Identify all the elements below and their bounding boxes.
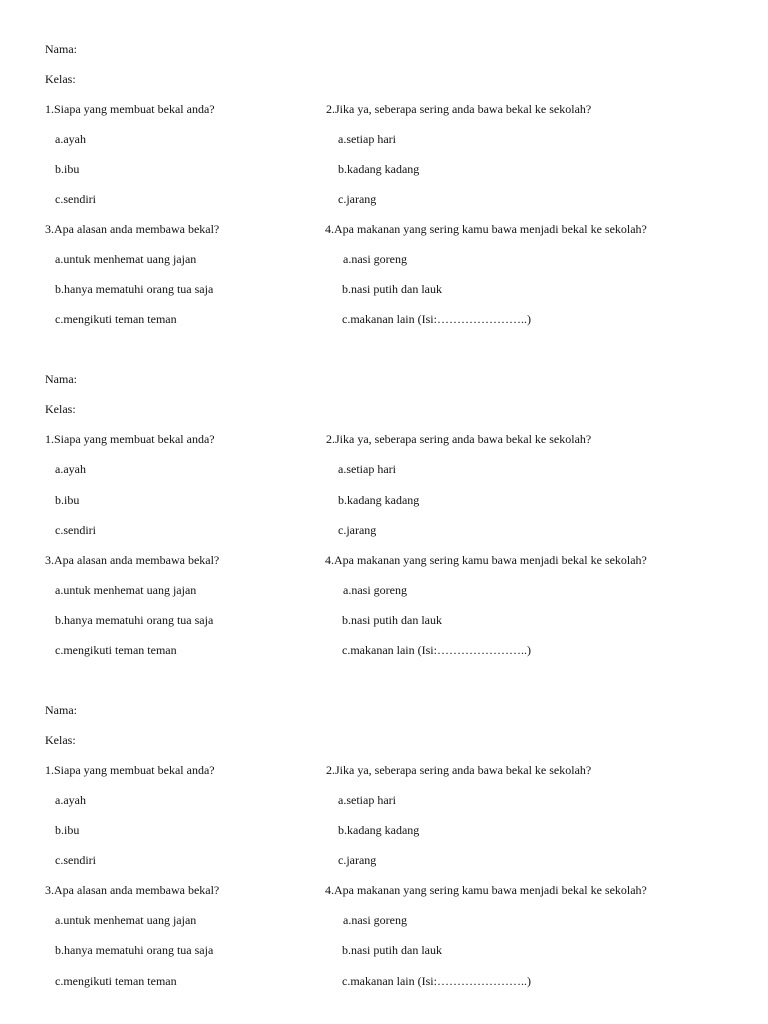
question-4-option-a: a.nasi goreng [343,583,407,597]
question-3-option-a: a.untuk menhemat uang jajan [55,913,197,927]
question-4: 4.Apa makanan yang sering kamu bawa menjadi bekal ke sekolah? [325,883,647,897]
question-4-option-c: c.makanan lain (Isi:…………………..) [342,974,531,988]
question-3-option-b: b.hanya mematuhi orang tua saja [55,282,214,296]
question-4-option-b: b.nasi putih dan lauk [342,943,442,957]
question-3-option-c: c.mengikuti teman teman [55,974,177,988]
question-3: 3.Apa alasan anda membawa bekal? [45,883,220,897]
question-3-option-c: c.mengikuti teman teman [55,312,177,326]
questionnaire-form-1 [0,0,768,326]
class-label: Kelas: [45,733,76,747]
question-2: 2.Jika ya, seberapa sering anda bawa bekal ke sekolah? [326,432,592,446]
question-4-option-c: c.makanan lain (Isi:…………………..) [342,643,531,657]
question-2-option-b: b.kadang kadang [338,493,420,507]
question-1: 1.Siapa yang membuat bekal anda? [45,763,215,777]
question-3: 3.Apa alasan anda membawa bekal? [45,222,220,236]
question-3: 3.Apa alasan anda membawa bekal? [45,553,220,567]
name-label: Nama: [45,42,77,56]
class-label: Kelas: [45,72,76,86]
question-2-option-c: c.jarang [338,853,377,867]
question-2-option-b: b.kadang kadang [338,162,420,176]
question-2-option-b: b.kadang kadang [338,823,420,837]
question-2-option-a: a.setiap hari [338,462,396,476]
question-2-option-c: c.jarang [338,523,377,537]
question-1-option-b: b.ibu [55,162,80,176]
class-label: Kelas: [45,402,76,416]
question-4-option-b: b.nasi putih dan lauk [342,282,442,296]
question-2: 2.Jika ya, seberapa sering anda bawa bekal ke sekolah? [326,763,592,777]
question-1-option-a: a.ayah [55,132,86,146]
question-1-option-b: b.ibu [55,823,80,837]
question-1-option-c: c.sendiri [55,192,96,206]
question-1-option-b: b.ibu [55,493,80,507]
question-3-option-b: b.hanya mematuhi orang tua saja [55,943,214,957]
question-4: 4.Apa makanan yang sering kamu bawa menjadi bekal ke sekolah? [325,222,647,236]
question-2-option-a: a.setiap hari [338,793,396,807]
question-1: 1.Siapa yang membuat bekal anda? [45,102,215,116]
question-2-option-a: a.setiap hari [338,132,396,146]
questionnaire-form-2 [0,330,768,657]
question-3-option-b: b.hanya mematuhi orang tua saja [55,613,214,627]
question-4-option-a: a.nasi goreng [343,252,407,266]
question-1: 1.Siapa yang membuat bekal anda? [45,432,215,446]
question-3-option-c: c.mengikuti teman teman [55,643,177,657]
question-4-option-c: c.makanan lain (Isi:…………………..) [342,312,531,326]
question-4-option-b: b.nasi putih dan lauk [342,613,442,627]
questionnaire-form-3 [0,661,768,988]
question-3-option-a: a.untuk menhemat uang jajan [55,252,197,266]
question-1-option-a: a.ayah [55,462,86,476]
question-2: 2.Jika ya, seberapa sering anda bawa bekal ke sekolah? [326,102,592,116]
question-1-option-c: c.sendiri [55,853,96,867]
question-4: 4.Apa makanan yang sering kamu bawa menjadi bekal ke sekolah? [325,553,647,567]
name-label: Nama: [45,372,77,386]
question-2-option-c: c.jarang [338,192,377,206]
question-4-option-a: a.nasi goreng [343,913,407,927]
question-1-option-c: c.sendiri [55,523,96,537]
question-1-option-a: a.ayah [55,793,86,807]
name-label: Nama: [45,703,77,717]
question-3-option-a: a.untuk menhemat uang jajan [55,583,197,597]
